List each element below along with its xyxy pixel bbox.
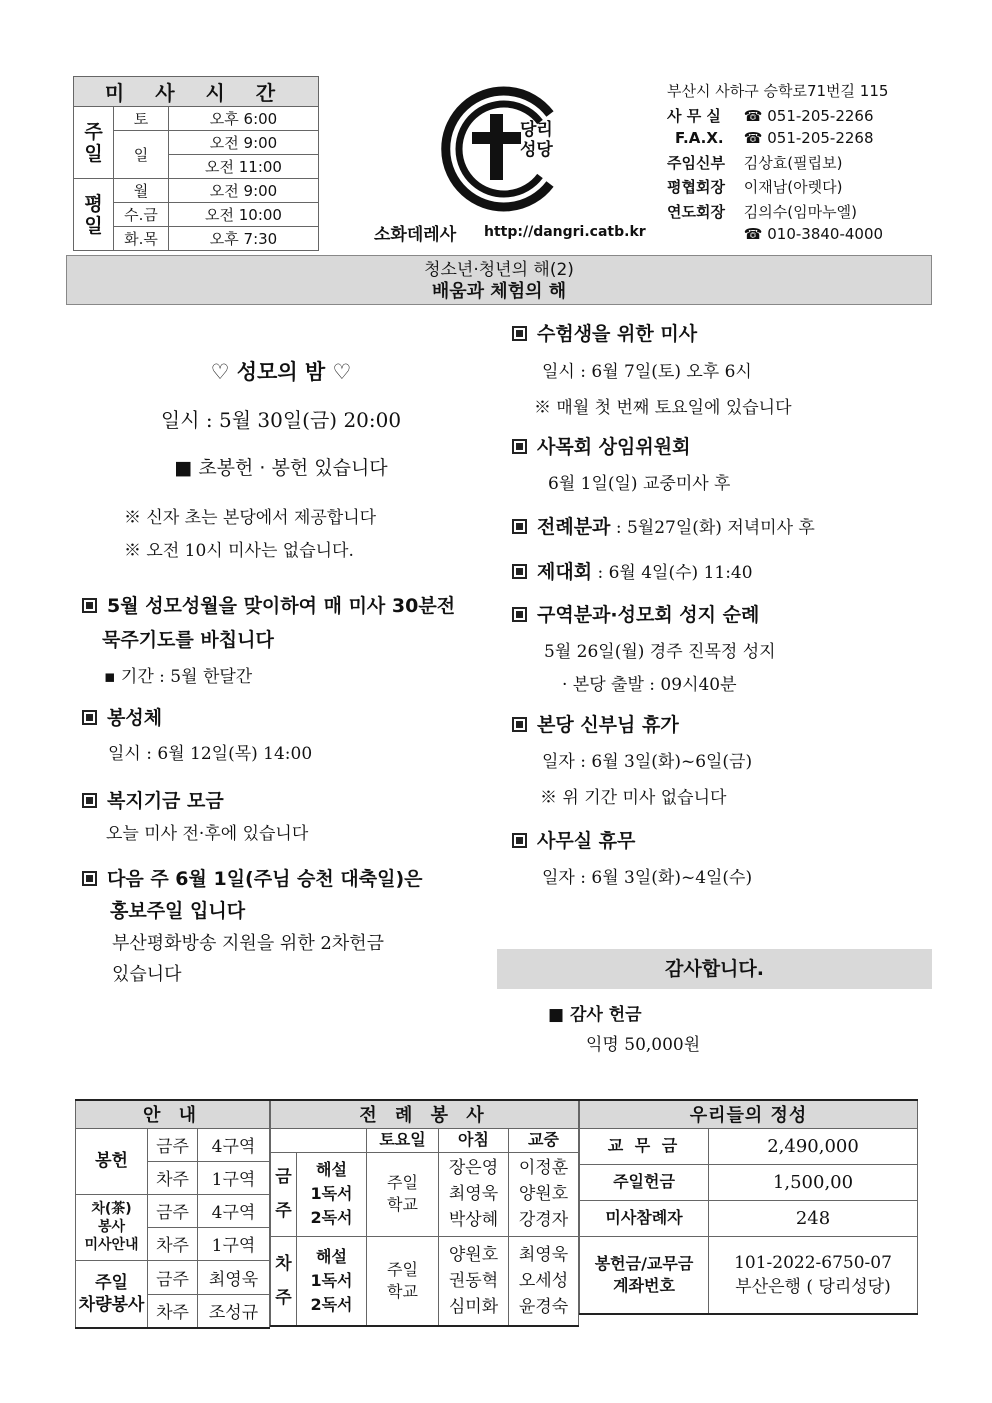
- rosary-note: ※ 신자 초는 본당에서 제공합니다: [124, 508, 377, 528]
- phone-icon: ☎: [743, 129, 763, 147]
- section-bullet-icon: [512, 607, 527, 622]
- this-main-servers: 이정훈 양원호 강경자: [509, 1152, 579, 1236]
- mass-day: 월: [114, 179, 169, 203]
- banner-line1: 청소년·청년의 해(2): [424, 260, 574, 280]
- next-week-label: 차 주: [271, 1236, 297, 1326]
- parking-service-label: 주일 차량봉사: [76, 1260, 148, 1328]
- parking-this-week: 최영욱: [198, 1260, 270, 1294]
- sunday-school: 주일 학교: [367, 1236, 439, 1326]
- union-label: 연도회장: [667, 203, 725, 221]
- roles-label: 해설 1독서 2독서: [297, 1236, 367, 1326]
- account-info: 101-2022-6750-07 부산은행 ( 당리성당): [709, 1236, 918, 1314]
- pilgrimage-title: 구역분과·성모회 성지 순례: [512, 600, 759, 627]
- pilgrimage-date: 5월 26일(월) 경주 진목정 성지: [544, 642, 776, 662]
- mass-time: 오전 9:00: [169, 131, 319, 155]
- mass-time: 오전 11:00: [169, 155, 319, 179]
- priest-vacation-note: ※ 위 기간 미사 없습니다: [540, 788, 727, 808]
- account-label: 봉헌금/교무금 계좌번호: [580, 1236, 709, 1314]
- may-rosary-period: ▪ 기간 : 5월 한달간: [104, 667, 253, 687]
- priest-vacation-date: 일자 : 6월 3일(화)~6일(금): [542, 752, 753, 772]
- council-name: 이재남(아렛다): [743, 178, 843, 196]
- rosary-night-date: 일시 : 5월 30일(금) 20:00: [160, 408, 402, 432]
- mass-day: 화.목: [114, 227, 169, 251]
- parish-logo: [432, 84, 572, 214]
- year-theme-banner: [66, 255, 932, 305]
- phone-icon: ☎: [743, 107, 763, 125]
- sunday-label: 주일: [74, 107, 114, 179]
- parish-dues-label: 교 무 금: [580, 1128, 709, 1164]
- this-morning-servers: 장은영 최영욱 박상혜: [439, 1152, 509, 1236]
- logo-text: 당리 성당: [520, 120, 553, 160]
- mass-day: 토: [114, 107, 169, 131]
- priest-name: 김상효(필립보): [743, 154, 843, 172]
- tea-next-week: 1구역: [198, 1227, 270, 1260]
- fax-number: 051-205-2268: [767, 129, 874, 147]
- roles-label: 해설 1독서 2독서: [297, 1152, 367, 1236]
- communion-sick-date: 일시 : 6월 12일(목) 14:00: [108, 744, 313, 764]
- section-bullet-icon: [82, 793, 97, 808]
- next-week-title2: 홍보주일 입니다: [110, 900, 246, 922]
- next-main-servers: 최영욱 오세성 윤경숙: [509, 1236, 579, 1326]
- liturgy-dept-title: 전례분과 : 5월27일(화) 저녁미사 후: [512, 512, 815, 539]
- sunday-offering-label: 주일헌금: [580, 1164, 709, 1200]
- section-bullet-icon: [82, 598, 97, 613]
- weekday-label: 평일: [74, 179, 114, 251]
- sunday-school: 주일 학교: [367, 1152, 439, 1236]
- altar-society-title: 제대회 : 6월 4일(수) 11:40: [512, 557, 753, 584]
- thanks-detail: 익명 50,000원: [586, 1035, 701, 1055]
- mass-schedule-title: 미 사 시 간: [74, 77, 319, 107]
- patron-name: 소화데레사: [374, 225, 457, 245]
- thanks-header: 감사합니다.: [497, 949, 932, 989]
- priest-vacation-title: 본당 신부님 휴가: [512, 710, 679, 737]
- attendance-value: 248: [709, 1200, 918, 1236]
- website-link[interactable]: http://dangri.catb.kr: [484, 224, 646, 240]
- guide-table: 안 내 봉헌 금주 4구역 차주 1구역 차(茶) 봉사 미사안내 금주 4구역 차주 1구역 주일 차량봉사 금주 최영욱 차주 조성규: [75, 1099, 270, 1329]
- union-name: 김의수(임마누엘): [743, 203, 857, 221]
- next-morning-servers: 양원호 권동혁 심미화: [439, 1236, 509, 1326]
- exam-mass-note: ※ 매월 첫 번째 토요일에 있습니다: [534, 398, 792, 418]
- communion-sick-title: 봉성체: [82, 703, 162, 730]
- attendance-label: 미사참례자: [580, 1200, 709, 1236]
- pilgrimage-depart: · 본당 출발 : 09시40분: [562, 675, 737, 695]
- next-week-title: 다음 주 6월 1일(주님 승천 대축일)은: [82, 864, 422, 891]
- mass-day: 수.금: [114, 203, 169, 227]
- parish-dues-value: 2,490,000: [709, 1128, 918, 1164]
- next-week-text: 있습니다: [112, 964, 182, 985]
- offering-next-week: 1구역: [198, 1161, 270, 1194]
- welfare-fund-title: 복지기금 모금: [82, 786, 224, 813]
- section-bullet-icon: [512, 439, 527, 454]
- banner-line2: 배움과 체험의 해: [431, 281, 567, 302]
- welfare-fund-text: 오늘 미사 전·후에 있습니다: [106, 824, 309, 844]
- section-bullet-icon: [512, 833, 527, 848]
- pastoral-council-date: 6월 1일(일) 교중미사 후: [548, 474, 731, 494]
- pastoral-council-title: 사목회 상임위원회: [512, 432, 690, 459]
- liturgy-service-table: 전 례 봉 사 토요일 아침 교중 금 주 해설 1독서 2독서 주일 학교 장은영 최영욱 박상혜 이정훈 양원호 강경자 차 주 해설 1독서 2독서 주일 학교 양원호 권동혁 심미화 최영욱 오세성 윤경숙: [270, 1099, 579, 1327]
- section-bullet-icon: [512, 326, 527, 341]
- fax-label: F.A.X.: [675, 129, 724, 147]
- parking-next-week: 조성규: [198, 1294, 270, 1328]
- liturgy-service-header: 전 례 봉 사: [271, 1100, 579, 1128]
- rosary-night-title: ♡ 성모의 밤 ♡: [210, 360, 352, 384]
- exam-mass-date: 일시 : 6월 7일(토) 오후 6시: [542, 362, 752, 382]
- council-label: 평협회장: [667, 178, 725, 196]
- mass-time: 오전 10:00: [169, 203, 319, 227]
- next-week-text: 부산평화방송 지원을 위한 2차헌금: [112, 933, 385, 954]
- tea-service-label: 차(茶) 봉사 미사안내: [76, 1194, 148, 1260]
- offerings-header: 우리들의 정성: [580, 1100, 918, 1128]
- section-bullet-icon: [82, 871, 97, 886]
- phone-icon: ☎: [743, 225, 763, 243]
- guide-header: 안 내: [76, 1100, 270, 1128]
- offering-label: 봉헌: [76, 1128, 148, 1194]
- mass-schedule-table: [73, 76, 319, 251]
- office-closed-date: 일자 : 6월 3일(화)~4일(수): [542, 868, 753, 888]
- sunday-offering-value: 1,500,00: [709, 1164, 918, 1200]
- address: 부산시 사하구 승학로71번길 115: [667, 82, 889, 100]
- mass-day: 일: [114, 131, 169, 179]
- rosary-note: ※ 오전 10시 미사는 없습니다.: [124, 541, 354, 561]
- thanks-item: ■ 감사 헌금: [548, 1005, 642, 1025]
- priest-label: 주임신부: [667, 154, 725, 172]
- mass-time: 오후 6:00: [169, 107, 319, 131]
- tea-this-week: 4구역: [198, 1194, 270, 1227]
- union-phone: 010-3840-4000: [767, 225, 884, 243]
- section-bullet-icon: [512, 564, 527, 579]
- office-closed-title: 사무실 휴무: [512, 826, 635, 853]
- mass-time: 오전 9:00: [169, 179, 319, 203]
- exam-mass-title: 수험생을 위한 미사: [512, 319, 697, 346]
- offering-this-week: 4구역: [198, 1128, 270, 1161]
- office-phone: 051-205-2266: [767, 107, 874, 125]
- rosary-offering: ■ 초봉헌 · 봉헌 있습니다: [174, 457, 388, 479]
- may-rosary-title2: 묵주기도를 바칩니다: [102, 629, 274, 651]
- section-bullet-icon: [512, 717, 527, 732]
- office-label: 사 무 실: [667, 107, 721, 125]
- section-bullet-icon: [512, 519, 527, 534]
- section-bullet-icon: [82, 710, 97, 725]
- this-week-label: 금 주: [271, 1152, 297, 1236]
- may-rosary-title: 5월 성모성월을 맞이하여 매 미사 30분전: [82, 591, 455, 618]
- mass-time: 오후 7:30: [169, 227, 319, 251]
- offerings-table: [579, 1099, 918, 1315]
